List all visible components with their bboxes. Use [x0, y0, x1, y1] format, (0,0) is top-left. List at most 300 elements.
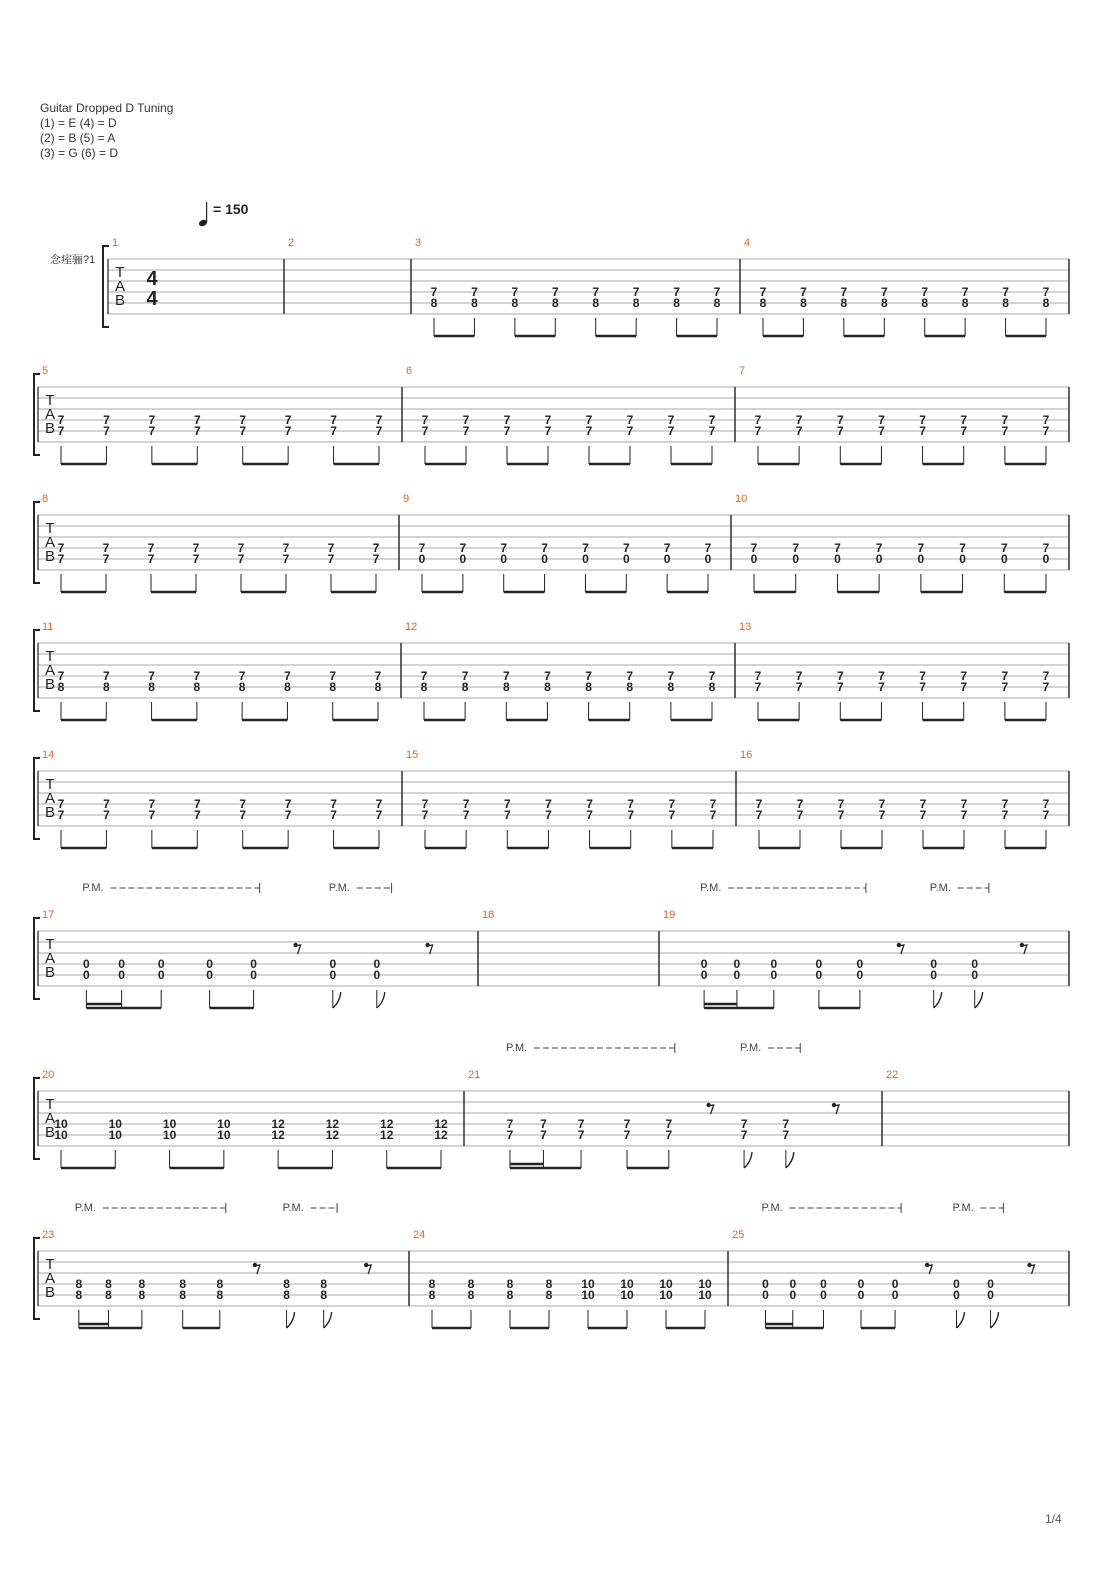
measure-number: 3 [415, 237, 422, 249]
fret-number: 10 [698, 1288, 712, 1302]
tab-clef-letter: B [44, 964, 56, 981]
fret-number: 7 [623, 1128, 631, 1142]
fret-number: 10 [108, 1128, 122, 1142]
measure-number: 5 [42, 365, 49, 377]
fret-number: 7 [148, 669, 155, 683]
fret-number: 7 [193, 424, 201, 438]
fret-number: 7 [372, 541, 380, 555]
fret-number: 10 [54, 1117, 68, 1131]
measure-number: 16 [740, 749, 753, 761]
fret-number: 0 [762, 1288, 769, 1302]
fret-number: 8 [148, 680, 155, 694]
fret-number: 7 [193, 413, 201, 427]
fret-number: 8 [1002, 296, 1009, 310]
fret-number: 7 [420, 669, 428, 683]
fret-number: 7 [878, 680, 885, 694]
tab-clef-letter: B [44, 1124, 56, 1141]
tab-clef-letter: A [44, 790, 56, 807]
fret-number: 7 [800, 285, 807, 299]
fret-number: 10 [162, 1128, 177, 1142]
fret-number: 8 [428, 1277, 436, 1291]
fret-number: 8 [284, 680, 291, 694]
fret-number: 7 [622, 541, 630, 555]
fret-number: 8 [592, 296, 600, 310]
fret-number: 7 [919, 808, 927, 822]
fret-number: 7 [462, 808, 470, 822]
fret-number: 7 [327, 541, 335, 555]
fret-number: 7 [878, 424, 885, 438]
palm-mute-label: P.M. [328, 882, 351, 894]
fret-number: 7 [878, 669, 885, 683]
note-flag [324, 1312, 332, 1328]
fret-number: 7 [623, 1117, 631, 1131]
fret-number: 7 [237, 541, 245, 555]
fret-number: 8 [428, 1288, 436, 1302]
fret-number: 7 [796, 797, 804, 811]
fret-number: 7 [102, 669, 110, 683]
system-bracket [34, 1238, 40, 1319]
fret-number: 7 [57, 808, 65, 822]
measure-number: 25 [732, 1229, 745, 1241]
measure-number: 18 [482, 909, 495, 921]
fret-number: 10 [698, 1277, 712, 1291]
fret-number: 8 [921, 296, 929, 310]
fret-number: 7 [704, 541, 712, 555]
fret-number: 8 [374, 680, 382, 694]
fret-number: 7 [330, 797, 337, 811]
fret-number: 0 [953, 1288, 960, 1302]
fret-number: 10 [217, 1117, 231, 1131]
fret-number: 7 [544, 669, 551, 683]
fret-number: 0 [700, 968, 708, 982]
fret-number: 8 [506, 1288, 514, 1302]
fret-number: 7 [750, 541, 758, 555]
fret-number: 7 [545, 797, 552, 811]
fret-number: 7 [667, 424, 675, 438]
tab-clef-letter: B [114, 292, 126, 309]
fret-number: 7 [239, 797, 247, 811]
fret-number: 8 [102, 680, 110, 694]
fret-number: 7 [372, 552, 380, 566]
tab-clef-letter: B [44, 804, 56, 821]
fret-number: 7 [1001, 669, 1009, 683]
fret-number: 0 [733, 957, 741, 971]
fret-number: 7 [102, 541, 110, 555]
fret-number: 7 [577, 1117, 585, 1131]
fret-number: 7 [740, 1117, 748, 1131]
fret-number: 7 [1042, 285, 1050, 299]
fret-number: 7 [238, 669, 246, 683]
time-signature-bottom: 4 [146, 288, 158, 310]
measure-number: 14 [42, 749, 55, 761]
fret-number: 0 [418, 552, 426, 566]
fret-number: 0 [762, 1277, 769, 1291]
fret-number: 7 [663, 541, 671, 555]
fret-number: 8 [138, 1277, 146, 1291]
fret-number: 8 [502, 680, 510, 694]
fret-number: 7 [418, 541, 426, 555]
fret-number: 7 [147, 541, 155, 555]
fret-number: 12 [434, 1117, 448, 1131]
system-bracket [34, 502, 40, 583]
fret-number: 7 [878, 808, 886, 822]
tab-clef-letter: A [44, 406, 56, 423]
fret-number: 0 [704, 552, 712, 566]
fret-number: 0 [622, 552, 630, 566]
fret-number: 7 [585, 669, 592, 683]
fret-number: 7 [795, 424, 803, 438]
fret-number: 0 [118, 957, 125, 971]
fret-number: 7 [1042, 797, 1050, 811]
tab-clef-letter: A [44, 1270, 56, 1287]
fret-number: 0 [157, 957, 165, 971]
measure-number: 13 [739, 621, 752, 633]
fret-number: 7 [836, 424, 844, 438]
fret-number: 10 [659, 1288, 673, 1302]
fret-number: 7 [57, 541, 65, 555]
fret-number: 0 [329, 957, 337, 971]
fret-number: 7 [57, 424, 65, 438]
tab-clef-letter: A [44, 534, 56, 551]
fret-number: 12 [380, 1128, 394, 1142]
fret-number: 8 [713, 296, 721, 310]
tab-clef-letter: A [44, 1110, 56, 1127]
fret-number: 10 [659, 1277, 673, 1291]
fret-number: 7 [880, 285, 888, 299]
fret-number: 7 [462, 424, 470, 438]
fret-number: 0 [329, 968, 337, 982]
fret-number: 8 [329, 680, 337, 694]
fret-number: 7 [1042, 669, 1050, 683]
fret-number: 12 [325, 1117, 340, 1131]
fret-number: 7 [330, 424, 337, 438]
palm-mute-label: P.M. [761, 1202, 783, 1214]
fret-number: 10 [581, 1277, 595, 1291]
tab-clef-letter: A [114, 278, 126, 295]
tempo-value: = 150 [213, 201, 249, 217]
fret-number: 0 [700, 957, 708, 971]
fret-number: 0 [917, 552, 925, 566]
note-flag [786, 1152, 794, 1168]
fret-number: 0 [206, 957, 213, 971]
fret-number: 7 [462, 797, 470, 811]
fret-number: 0 [815, 968, 823, 982]
tuning-line: (1) = E (4) = D [40, 116, 117, 130]
fret-number: 0 [856, 968, 864, 982]
fret-number: 7 [327, 552, 335, 566]
note-flag [934, 992, 942, 1008]
fret-number: 10 [620, 1277, 634, 1291]
fret-number: 7 [837, 808, 845, 822]
fret-number: 7 [917, 541, 925, 555]
measure-number: 8 [42, 493, 49, 505]
fret-number: 7 [795, 413, 803, 427]
fret-number: 7 [502, 669, 510, 683]
fret-number: 0 [733, 968, 741, 982]
fret-number: 0 [891, 1277, 899, 1291]
fret-number: 7 [834, 541, 841, 555]
fret-number: 7 [840, 285, 848, 299]
fret-number: 7 [665, 1117, 673, 1131]
fret-number: 7 [1042, 413, 1050, 427]
fret-number: 0 [857, 1277, 865, 1291]
fret-number: 7 [511, 285, 519, 299]
fret-number: 7 [503, 413, 511, 427]
fret-number: 8 [430, 296, 438, 310]
fret-number: 7 [284, 808, 292, 822]
fret-number: 8 [75, 1277, 83, 1291]
fret-number: 8 [320, 1288, 328, 1302]
fret-number: 8 [193, 680, 201, 694]
fret-number: 10 [162, 1117, 177, 1131]
fret-number: 7 [754, 680, 762, 694]
fret-number: 8 [467, 1288, 475, 1302]
fret-number: 0 [157, 968, 165, 982]
fret-number: 8 [551, 296, 559, 310]
tab-clef-letter: B [44, 420, 56, 437]
fret-number: 8 [179, 1277, 187, 1291]
fret-number: 7 [282, 541, 290, 555]
fret-number: 12 [380, 1117, 394, 1131]
fret-number: 12 [325, 1128, 340, 1142]
fret-number: 7 [919, 797, 927, 811]
fret-number: 0 [792, 552, 800, 566]
measure-number: 2 [288, 237, 295, 249]
fret-number: 7 [754, 669, 762, 683]
fret-number: 7 [585, 424, 593, 438]
fret-number: 7 [148, 797, 156, 811]
fret-number: 7 [193, 669, 201, 683]
fret-number: 7 [147, 552, 155, 566]
fret-number: 7 [503, 797, 511, 811]
fret-number: 7 [875, 541, 883, 555]
fret-number: 7 [713, 285, 721, 299]
fret-number: 8 [138, 1288, 146, 1302]
fret-number: 7 [836, 680, 844, 694]
fret-number: 7 [57, 552, 65, 566]
fret-number: 7 [1002, 285, 1009, 299]
fret-number: 7 [582, 541, 589, 555]
fret-number: 7 [430, 285, 438, 299]
fret-number: 0 [987, 1277, 994, 1291]
fret-number: 8 [420, 680, 428, 694]
note-flag [333, 992, 341, 1008]
fret-number: 7 [960, 680, 968, 694]
note-flag [991, 1312, 999, 1328]
fret-number: 8 [461, 680, 469, 694]
tab-clef-letter: T [45, 936, 55, 953]
track-name: 念痓骊?1 [50, 254, 96, 266]
fret-number: 0 [959, 552, 966, 566]
fret-number: 0 [971, 957, 979, 971]
fret-number: 7 [1001, 413, 1009, 427]
fret-number: 7 [1001, 424, 1009, 438]
fret-number: 7 [795, 669, 803, 683]
fret-number: 0 [750, 552, 758, 566]
fret-number: 7 [668, 797, 676, 811]
fret-number: 8 [632, 296, 640, 310]
fret-number: 12 [434, 1128, 448, 1142]
fret-number: 7 [330, 413, 337, 427]
measure-number: 11 [42, 621, 54, 633]
fret-number: 8 [57, 680, 65, 694]
fret-number: 7 [754, 424, 762, 438]
fret-number: 7 [626, 424, 634, 438]
fret-number: 7 [375, 413, 383, 427]
fret-number: 7 [282, 552, 290, 566]
fret-number: 8 [545, 1288, 553, 1302]
fret-number: 0 [930, 968, 938, 982]
fret-number: 0 [118, 968, 125, 982]
fret-number: 0 [834, 552, 841, 566]
fret-number: 7 [239, 424, 247, 438]
fret-number: 7 [192, 552, 200, 566]
fret-number: 0 [930, 957, 938, 971]
fret-number: 7 [1001, 797, 1009, 811]
fret-number: 10 [54, 1128, 68, 1142]
fret-number: 7 [667, 669, 675, 683]
fret-number: 7 [754, 413, 762, 427]
fret-number: 0 [815, 957, 823, 971]
measure-number: 21 [468, 1069, 481, 1081]
fret-number: 7 [1042, 424, 1050, 438]
fret-number: 7 [577, 1128, 585, 1142]
fret-number: 0 [663, 552, 671, 566]
note-flag [975, 992, 983, 1008]
fret-number: 7 [148, 424, 156, 438]
measure-number: 4 [744, 237, 751, 249]
fret-number: 7 [586, 797, 593, 811]
fret-number: 7 [551, 285, 559, 299]
fret-number: 7 [1042, 680, 1050, 694]
tuning-line: (2) = B (5) = A [40, 131, 116, 145]
fret-number: 7 [1042, 808, 1050, 822]
fret-number: 8 [1042, 296, 1050, 310]
fret-number: 0 [820, 1288, 827, 1302]
system-bracket [34, 1078, 40, 1159]
fret-number: 7 [919, 413, 926, 427]
fret-number: 0 [541, 552, 548, 566]
fret-number: 7 [960, 669, 968, 683]
fret-number: 7 [462, 413, 470, 427]
measure-number: 6 [406, 365, 413, 377]
fret-number: 7 [284, 797, 292, 811]
tab-clef-letter: T [45, 1256, 55, 1273]
measure-number: 1 [112, 237, 119, 249]
fret-number: 7 [1001, 808, 1009, 822]
fret-number: 12 [271, 1128, 285, 1142]
fret-number: 7 [667, 413, 675, 427]
fret-number: 10 [108, 1117, 122, 1131]
tab-clef-letter: T [115, 264, 125, 281]
fret-number: 0 [250, 968, 257, 982]
fret-number: 7 [665, 1128, 673, 1142]
fret-number: 7 [585, 413, 593, 427]
fret-number: 7 [708, 413, 716, 427]
fret-number: 7 [506, 1128, 514, 1142]
fret-number: 7 [506, 1117, 514, 1131]
fret-number: 8 [961, 296, 969, 310]
fret-number: 7 [103, 808, 110, 822]
fret-number: 8 [667, 680, 675, 694]
fret-number: 7 [960, 808, 968, 822]
fret-number: 0 [500, 552, 508, 566]
fret-number: 7 [239, 413, 247, 427]
palm-mute-label: P.M. [740, 1042, 762, 1054]
fret-number: 8 [511, 296, 519, 310]
fret-number: 8 [545, 1277, 553, 1291]
fret-number: 7 [540, 1117, 547, 1131]
tuning-title: Guitar Dropped D Tuning [40, 101, 174, 115]
fret-number: 0 [820, 1277, 827, 1291]
fret-number: 7 [148, 413, 156, 427]
fret-number: 7 [709, 797, 717, 811]
note-flag [377, 992, 385, 1008]
fret-number: 0 [953, 1277, 960, 1291]
fret-number: 0 [987, 1288, 994, 1302]
fret-number: 8 [105, 1277, 112, 1291]
fret-number: 7 [375, 808, 383, 822]
fret-number: 8 [283, 1277, 290, 1291]
fret-number: 10 [620, 1288, 634, 1302]
fret-number: 7 [878, 797, 886, 811]
fret-number: 0 [789, 1288, 797, 1302]
palm-mute-label: P.M. [82, 882, 104, 894]
fret-number: 7 [919, 424, 926, 438]
fret-number: 7 [673, 285, 680, 299]
fret-number: 0 [83, 957, 90, 971]
fret-number: 7 [544, 424, 552, 438]
fret-number: 12 [271, 1117, 285, 1131]
fret-number: 7 [921, 285, 929, 299]
fret-number: 7 [960, 424, 968, 438]
fret-number: 8 [880, 296, 888, 310]
fret-number: 8 [544, 680, 551, 694]
fret-number: 8 [179, 1288, 187, 1302]
fret-number: 7 [329, 669, 337, 683]
fret-number: 7 [421, 797, 429, 811]
fret-number: 7 [503, 424, 511, 438]
fret-number: 0 [770, 957, 778, 971]
tab-clef-letter: B [44, 548, 56, 565]
tab-clef-letter: A [44, 950, 56, 967]
fret-number: 7 [57, 669, 65, 683]
fret-number: 8 [105, 1288, 112, 1302]
fret-number: 7 [421, 808, 429, 822]
tuning-line: (3) = G (6) = D [40, 146, 119, 160]
fret-number: 8 [320, 1277, 328, 1291]
palm-mute-label: P.M. [952, 1202, 974, 1214]
fret-number: 7 [708, 669, 716, 683]
fret-number: 7 [461, 669, 469, 683]
fret-number: 7 [545, 808, 552, 822]
fret-number: 7 [237, 552, 245, 566]
fret-number: 7 [668, 808, 676, 822]
measure-number: 23 [42, 1229, 55, 1241]
fret-number: 0 [856, 957, 864, 971]
fret-number: 8 [75, 1288, 83, 1302]
fret-number: 7 [1000, 541, 1008, 555]
fret-number: 0 [582, 552, 589, 566]
fret-number: 0 [83, 968, 90, 982]
fret-number: 0 [1000, 552, 1008, 566]
system-bracket [34, 374, 40, 455]
fret-number: 7 [836, 669, 844, 683]
fret-number: 7 [330, 808, 337, 822]
palm-mute-label: P.M. [74, 1202, 97, 1214]
fret-number: 7 [500, 541, 508, 555]
fret-number: 8 [471, 296, 478, 310]
